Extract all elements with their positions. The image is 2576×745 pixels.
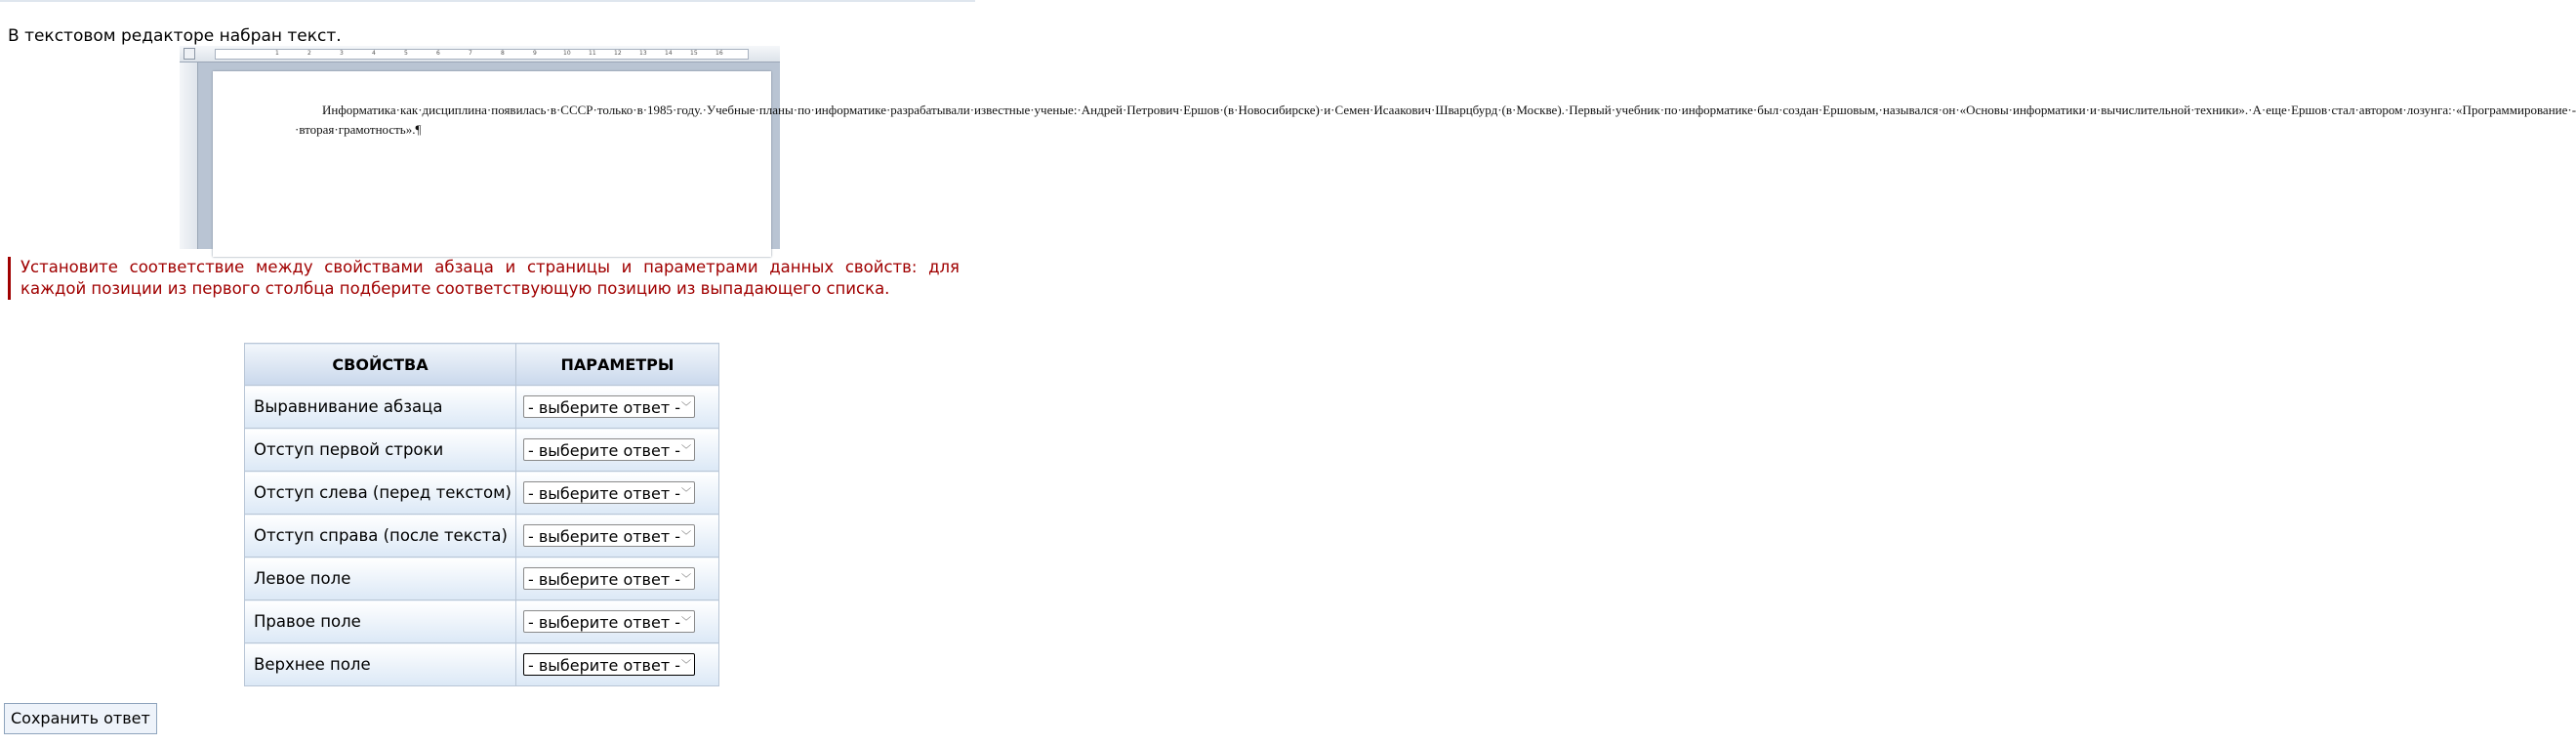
select-value: - выберите ответ - — [528, 613, 680, 632]
parameter-cell — [516, 600, 719, 643]
parameter-cell — [516, 429, 719, 472]
chevron-down-icon: ﹀ — [681, 488, 691, 499]
ruler-mark: 1 — [275, 50, 279, 57]
ruler-mark: 7 — [469, 50, 472, 57]
text-editor-screenshot — [180, 46, 2576, 249]
parameter-cell — [516, 386, 719, 429]
table-row — [245, 515, 719, 558]
property-label: Отступ справа (после текста) — [245, 515, 516, 558]
parameter-cell — [516, 515, 719, 558]
ruler-mark: 4 — [372, 50, 376, 57]
save-answer-button[interactable]: Сохранить ответ — [4, 703, 157, 734]
ruler-mark: 3 — [340, 50, 344, 57]
select-value: - выберите ответ - — [528, 656, 680, 675]
ruler-mark: 5 — [404, 50, 408, 57]
table-row — [245, 600, 719, 643]
select-value: - выберите ответ - — [528, 484, 680, 503]
select-value: - выберите ответ - — [528, 441, 680, 460]
table-row — [245, 472, 719, 515]
select-value: - выберите ответ - — [528, 570, 680, 589]
ruler-mark: 10 — [563, 50, 571, 57]
document-paragraph: Информатика·как·дисциплина·появилась·в·СССР·только·в·1985·году.·Учебные·планы·по·информатике·разрабатывали·известные·ученые:·Андрей·Петрович·Ершов·(в·Новосибирске)·и·Семен·Исаакович·Шварцбурд·(в·Москве).·Первый·учебник·по·информатике·был·создан·Ершовым,·назывался·он·«Основы·информатики·и·вычислительной·техники».·А·еще·Ершов·стал·автором·лозунга:·«Программирование·-·вторая·грамотность».¶ — [295, 103, 2576, 137]
select-value: - выберите ответ - — [528, 527, 680, 546]
parameter-cell — [516, 643, 719, 686]
document-page — [213, 71, 2576, 257]
chevron-down-icon: ﹀ — [681, 445, 691, 456]
chevron-down-icon: ﹀ — [681, 617, 691, 628]
header-properties: СВОЙСТВА — [245, 344, 516, 386]
property-label: Правое поле — [245, 600, 516, 643]
answer-select[interactable] — [523, 653, 695, 676]
property-label: Отступ первой строки — [245, 429, 516, 472]
ruler-mark: 11 — [589, 50, 596, 57]
table-row — [245, 429, 719, 472]
table-row — [245, 643, 719, 686]
matching-table — [244, 343, 719, 686]
property-label: Левое поле — [245, 558, 516, 600]
answer-select[interactable] — [523, 481, 695, 504]
answer-select[interactable] — [523, 524, 695, 547]
select-value: - выберите ответ - — [528, 398, 680, 417]
task-instruction: Установите соответствие между свойствами абзаца и страницы и параметрами данных свойств: для каждой позиции из первого столбца подберите соответствующую позицию из выпадающего списка. — [8, 257, 960, 300]
parameter-cell — [516, 558, 719, 600]
answer-select[interactable] — [523, 610, 695, 633]
ruler-mark: 12 — [614, 50, 622, 57]
answer-select[interactable] — [523, 438, 695, 461]
table-row — [245, 386, 719, 429]
ruler-mark: 16 — [716, 50, 723, 57]
ruler-mark: 2 — [307, 50, 311, 57]
horizontal-ruler — [180, 46, 780, 62]
chevron-down-icon: ﹀ — [681, 402, 691, 413]
property-label: Верхнее поле — [245, 643, 516, 686]
ruler-mark: 14 — [665, 50, 673, 57]
top-border — [0, 0, 975, 2]
chevron-down-icon: ﹀ — [681, 574, 691, 585]
tab-selector-icon — [184, 48, 195, 60]
table-row — [245, 558, 719, 600]
ruler-mark: 13 — [639, 50, 647, 57]
intro-text: В текстовом редакторе набран текст. — [8, 26, 342, 46]
ruler-mark: 9 — [533, 50, 537, 57]
ruler-mark: 6 — [436, 50, 440, 57]
property-label: Отступ слева (перед текстом) — [245, 472, 516, 515]
answer-select[interactable] — [523, 567, 695, 590]
parameter-cell — [516, 472, 719, 515]
answer-select[interactable] — [523, 395, 695, 418]
property-label: Выравнивание абзаца — [245, 386, 516, 429]
vertical-ruler — [180, 62, 198, 249]
header-parameters: ПАРАМЕТРЫ — [516, 344, 719, 386]
chevron-down-icon: ﹀ — [681, 660, 691, 671]
ruler-mark: 8 — [501, 50, 505, 57]
ruler-mark: 15 — [690, 50, 698, 57]
chevron-down-icon: ﹀ — [681, 531, 691, 542]
